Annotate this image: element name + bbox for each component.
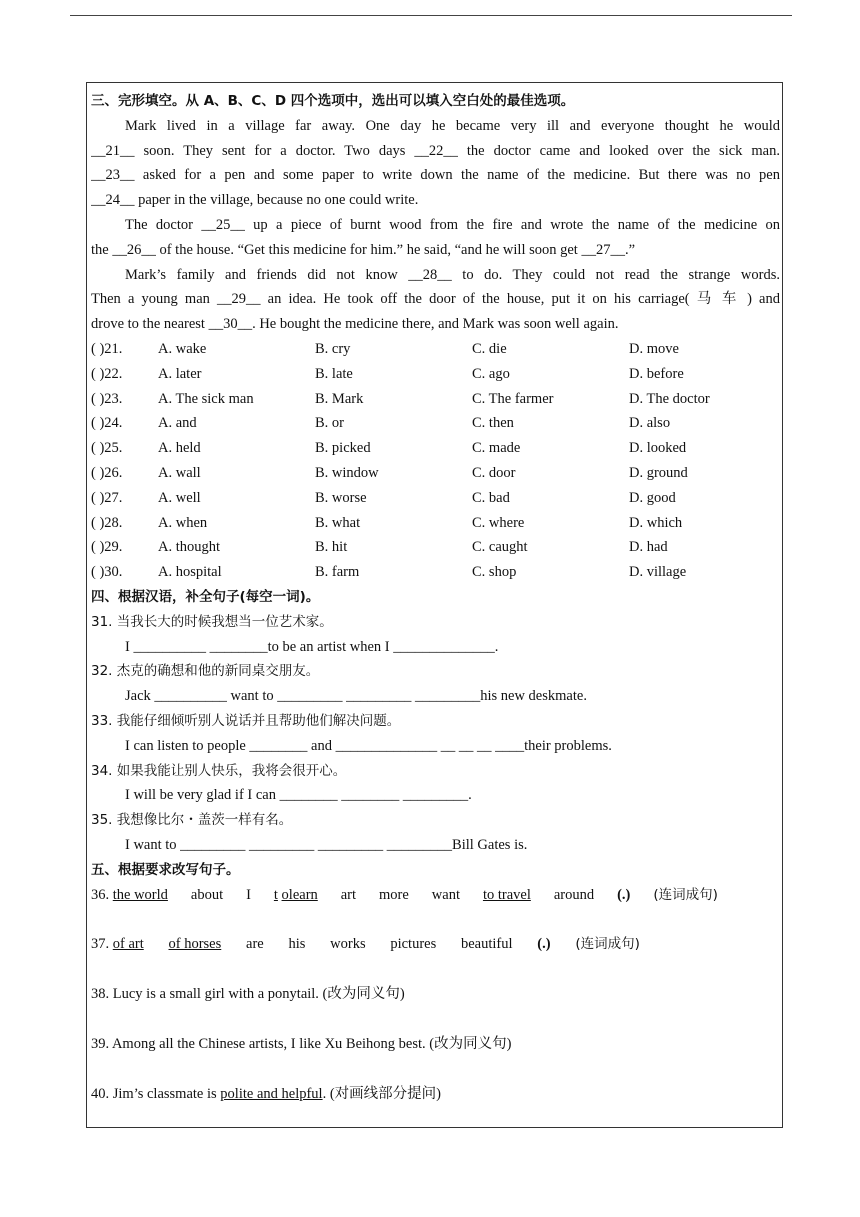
option-b: B. or — [315, 415, 344, 432]
option-c: C. ago — [472, 365, 510, 382]
question-37-number-word — [91, 932, 144, 957]
question-36-number-word — [91, 883, 168, 908]
option-c: C. caught — [472, 539, 528, 556]
rewrite-question-40 — [91, 1082, 780, 1107]
translation-sentence[interactable]: I can listen to people ________ and ______________ __ __ __ ____their problems. — [125, 737, 612, 754]
option-a: A. The sick man — [158, 390, 254, 407]
option-c: C. shop — [472, 564, 517, 581]
passage-line: Then a young man __29__ an idea. He took off the door of the house, put it on his carriage( 马 车 ) and — [91, 291, 780, 308]
option-row — [91, 486, 780, 511]
question-number[interactable]: ( )21. — [91, 340, 123, 357]
word-chip: pictures — [390, 936, 437, 953]
word-chip — [274, 883, 318, 908]
question-number: 37. — [91, 936, 110, 953]
translation-sentence[interactable]: Jack __________ want to _________ _________ _________his new deskmate. — [125, 688, 587, 705]
word-chip: are — [246, 936, 264, 953]
option-row — [91, 461, 780, 486]
option-a: A. wake — [158, 340, 207, 357]
option-d: D. also — [629, 415, 671, 432]
question-number[interactable]: ( )25. — [91, 440, 123, 457]
passage-line: the __26__ of the house. “Get this medicine for him.” he said, “and he will soon get __27__.” — [91, 241, 636, 258]
option-c: C. The farmer — [472, 390, 554, 407]
translation-sentence[interactable]: I will be very glad if I can ________ ________ _________. — [125, 787, 472, 804]
answer-space[interactable] — [91, 1007, 780, 1032]
translation-prompt: 31. 当我长大的时候我想当一位艺术家。 — [91, 613, 333, 630]
answer-space[interactable] — [91, 1057, 780, 1082]
passage-line: __21__ soon. They sent for a doctor. Two days __22__ the doctor came and looked over the sick man. — [91, 142, 780, 159]
question-number[interactable]: ( )29. — [91, 539, 123, 556]
translation-prompt: 35. 我想像比尔・盖茨一样有名。 — [91, 812, 293, 829]
question-number[interactable]: ( )30. — [91, 564, 123, 581]
word-chip: around — [553, 886, 595, 903]
question-number[interactable]: ( )27. — [91, 489, 123, 506]
option-b: B. hit — [315, 539, 348, 556]
option-b: B. cry — [315, 340, 351, 357]
option-d: D. which — [629, 514, 683, 531]
option-row — [91, 535, 780, 560]
option-row — [91, 337, 780, 362]
word-chip: want — [431, 886, 460, 903]
option-b: B. worse — [315, 489, 367, 506]
option-row — [91, 511, 780, 536]
section4-heading: 四、根据汉语，补全句子(每空一词)。 — [91, 588, 320, 605]
option-b: B. what — [315, 514, 361, 531]
translation-sentence[interactable]: I want to _________ _________ _________ _________Bill Gates is. — [125, 836, 528, 853]
option-a: A. later — [158, 365, 202, 382]
option-c: C. bad — [472, 489, 510, 506]
word-chip: I — [246, 886, 251, 903]
word-chip: of horses — [168, 936, 222, 953]
option-d: D. before — [629, 365, 684, 382]
option-row — [91, 387, 780, 412]
translation-prompt: 33. 我能仔细倾听别人说话并且帮助他们解决问题。 — [91, 712, 401, 729]
question-40-text: 40. Jim’s classmate is — [91, 1085, 221, 1102]
question-number[interactable]: ( )28. — [91, 514, 123, 531]
question-number[interactable]: ( )22. — [91, 365, 123, 382]
option-d: D. had — [629, 539, 668, 556]
option-row — [91, 411, 780, 436]
word-chip: art — [340, 886, 357, 903]
passage-line: __23__ asked for a pen and some paper to write down the name of the medicine. But there was no pen — [91, 167, 780, 184]
option-c: C. made — [472, 440, 521, 457]
option-c: C. door — [472, 464, 516, 481]
word-chip: more — [379, 886, 409, 903]
answer-space[interactable] — [91, 907, 780, 932]
section3-heading: 三、完形填空。从 A、B、C、D 四个选项中，选出可以填入空白处的最佳选项。 — [91, 93, 575, 109]
option-b: B. farm — [315, 564, 360, 581]
option-d: D. looked — [629, 440, 687, 457]
rewrite-question-37 — [91, 932, 780, 957]
option-d: D. village — [629, 564, 687, 581]
rewrite-question-39: 39. Among all the Chinese artists, I like Xu Beihong best. (改为同义句) — [91, 1035, 512, 1052]
question-number[interactable]: ( )23. — [91, 390, 123, 407]
option-a: A. hospital — [158, 564, 222, 581]
passage-line: Mark lived in a village far away. One day he became very ill and everyone thought he would — [125, 117, 780, 134]
option-a: A. well — [158, 489, 201, 506]
option-a: A. thought — [158, 539, 221, 556]
word-chip: the world — [112, 886, 168, 903]
option-d: D. The doctor — [629, 390, 710, 407]
question-37-words — [91, 932, 640, 957]
worksheet-box — [86, 82, 783, 1128]
question-number[interactable]: ( )26. — [91, 464, 123, 481]
translation-prompt: 34. 如果我能让别人快乐，我将会很开心。 — [91, 762, 347, 779]
option-c: C. then — [472, 415, 514, 432]
option-row — [91, 560, 780, 585]
option-b: B. picked — [315, 440, 371, 457]
word-chip: about — [190, 886, 224, 903]
word-chip: (.) — [617, 886, 631, 903]
word-chip-part: olearn — [281, 886, 318, 903]
option-a: A. held — [158, 440, 201, 457]
option-row — [91, 362, 780, 387]
answer-space[interactable] — [91, 957, 780, 982]
word-chip: (.) — [537, 936, 551, 953]
option-c: C. die — [472, 340, 507, 357]
translation-sentence[interactable]: I __________ ________to be an artist when I ______________. — [125, 638, 499, 655]
section5-heading: 五、根据要求改写句子。 — [91, 861, 240, 878]
instruction-note: (连词成句) — [575, 936, 640, 953]
option-b: B. Mark — [315, 390, 364, 407]
passage-line: drove to the nearest __30__. He bought the medicine there, and Mark was soon well again. — [91, 316, 619, 333]
underlined-phrase: polite and helpful — [220, 1085, 323, 1102]
header-rule — [70, 15, 792, 16]
word-chip: beautiful — [461, 936, 513, 953]
question-number[interactable]: ( )24. — [91, 415, 123, 432]
option-d: D. good — [629, 489, 676, 506]
word-chip: to travel — [482, 886, 531, 903]
passage-line: Mark’s family and friends did not know __28__ to do. They could not read the strange words. — [125, 266, 780, 283]
option-a: A. wall — [158, 464, 201, 481]
rewrite-question-38: 38. Lucy is a small girl with a ponytail. (改为同义句) — [91, 986, 405, 1003]
instruction-note: (连词成句) — [653, 886, 718, 903]
option-a: A. when — [158, 514, 208, 531]
passage-line: __24__ paper in the village, because no one could write. — [91, 192, 419, 209]
option-b: B. late — [315, 365, 353, 382]
option-b: B. window — [315, 464, 379, 481]
question-number: 36. — [91, 886, 110, 903]
option-a: A. and — [158, 415, 197, 432]
option-d: D. ground — [629, 464, 688, 481]
question-36-words — [91, 883, 718, 908]
options-list — [91, 337, 780, 585]
word-chip: his — [288, 936, 306, 953]
rewrite-question-36 — [91, 883, 780, 908]
worksheet-content — [91, 89, 780, 1106]
option-row — [91, 436, 780, 461]
word-chip: of art — [112, 936, 144, 953]
question-40-instruction: . (对画线部分提问) — [322, 1085, 441, 1102]
passage-line: The doctor __25__ up a piece of burnt wood from the fire and wrote the name of the medicine on — [125, 216, 780, 233]
option-c: C. where — [472, 514, 525, 531]
word-chip-part: t — [273, 886, 278, 903]
word-chip: works — [330, 936, 366, 953]
translation-prompt: 32. 杰克的确想和他的新同桌交朋友。 — [91, 663, 320, 680]
option-d: D. move — [629, 340, 679, 357]
